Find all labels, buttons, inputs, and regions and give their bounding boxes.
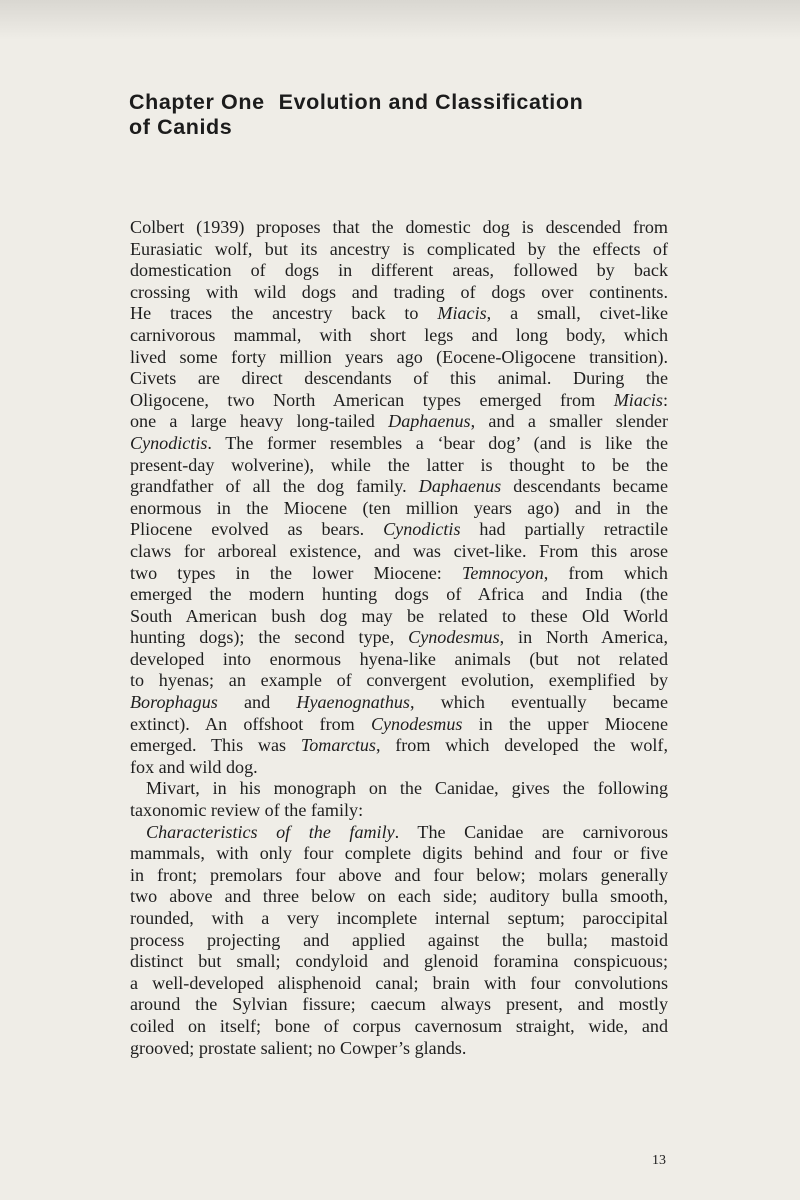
text-line: process projecting and applied against the bulla; mastoid [130, 929, 668, 950]
text-line: lived some forty million years ago (Eocene-Oligocene transition). [130, 346, 668, 367]
page-edge-shadow [0, 0, 800, 40]
text-line: claws for arboreal existence, and was civet-like. From this arose [130, 540, 668, 561]
text-line: extinct). An offshoot from Cynodesmus in the upper Miocene [130, 713, 668, 734]
paragraph-1 [130, 217, 668, 778]
text-line: Civets are direct descendants of this animal. During the [130, 368, 668, 389]
text-line: Characteristics of the family. The Canidae are carnivorous [146, 821, 668, 842]
text-line: present-day wolverine), while the latter is thought to be the [130, 454, 668, 475]
text-line: South American bush dog may be related to these Old World [130, 605, 668, 626]
text-line: Pliocene evolved as bears. Cynodictis had partially retractile [130, 519, 668, 540]
text-line: in front; premolars four above and four below; molars generally [130, 864, 668, 885]
text-line: He traces the ancestry back to Miacis, a small, civet-like [130, 303, 669, 324]
text-line: crossing with wild dogs and trading of dogs over continents. [130, 281, 668, 302]
text-line: Borophagus and Hyaenognathus, which eventually became [130, 692, 669, 713]
text-line: enormous in the Miocene (ten million years ago) and in the [130, 497, 668, 518]
text-line: Cynodictis. The former resembles a ‘bear dog’ (and is like the [130, 432, 668, 453]
text-line: a well-developed alisphenoid canal; brain with four convolutions [130, 972, 668, 993]
text-line: Mivart, in his monograph on the Canidae, gives the following [146, 778, 668, 799]
chapter-label: Chapter One [129, 90, 265, 114]
text-line: mammals, with only four complete digits behind and four or five [130, 843, 668, 864]
text-line: domestication of dogs in different areas, followed by back [130, 260, 668, 281]
body-text [130, 217, 668, 1059]
text-line: coiled on itself; bone of corpus cavernosum straight, wide, and [130, 1015, 668, 1036]
text-line: Oligocene, two North American types emerged from Miacis: [130, 389, 668, 410]
text-line: grandfather of all the dog family. Daphaenus descendants became [130, 476, 668, 497]
text-line: two above and three below on each side; auditory bulla smooth, [130, 886, 668, 907]
text-line: one a large heavy long-tailed Daphaenus, and a smaller slender [130, 411, 668, 432]
text-line: fox and wild dog. [130, 756, 258, 777]
paragraph-2 [130, 778, 668, 821]
text-line: Eurasiatic wolf, but its ancestry is complicated by the effects of [130, 238, 668, 259]
text-line: Colbert (1939) proposes that the domestic dog is descended from [130, 217, 668, 237]
text-line: developed into enormous hyena-like animals (but not related [130, 648, 668, 669]
text-line: to hyenas; an example of convergent evolution, exemplified by [130, 670, 668, 691]
paragraph-3 [130, 822, 668, 1060]
text-line: carnivorous mammal, with short legs and long body, which [130, 324, 668, 345]
text-line: emerged the modern hunting dogs of Africa and India (the [130, 584, 668, 605]
text-line: two types in the lower Miocene: Temnocyon, from which [130, 562, 668, 583]
text-line: rounded, with a very incomplete internal septum; paroccipital [130, 908, 668, 928]
text-line: taxonomic review of the family: [130, 800, 364, 821]
chapter-title-line2: of Canids [129, 115, 233, 139]
chapter-title-line1: Evolution and Classification [278, 90, 584, 114]
text-line: around the Sylvian fissure; caecum always present, and mostly [130, 994, 668, 1015]
page-number: 13 [652, 1153, 666, 1168]
text-line: hunting dogs); the second type, Cynodesmus, in North America, [130, 627, 668, 648]
text-line: grooved; prostate salient; no Cowper’s glands. [130, 1037, 467, 1058]
text-line: emerged. This was Tomarctus, from which developed the wolf, [130, 735, 668, 756]
text-line: distinct but small; condyloid and glenoid foramina conspicuous; [130, 951, 668, 972]
chapter-heading [129, 90, 689, 140]
